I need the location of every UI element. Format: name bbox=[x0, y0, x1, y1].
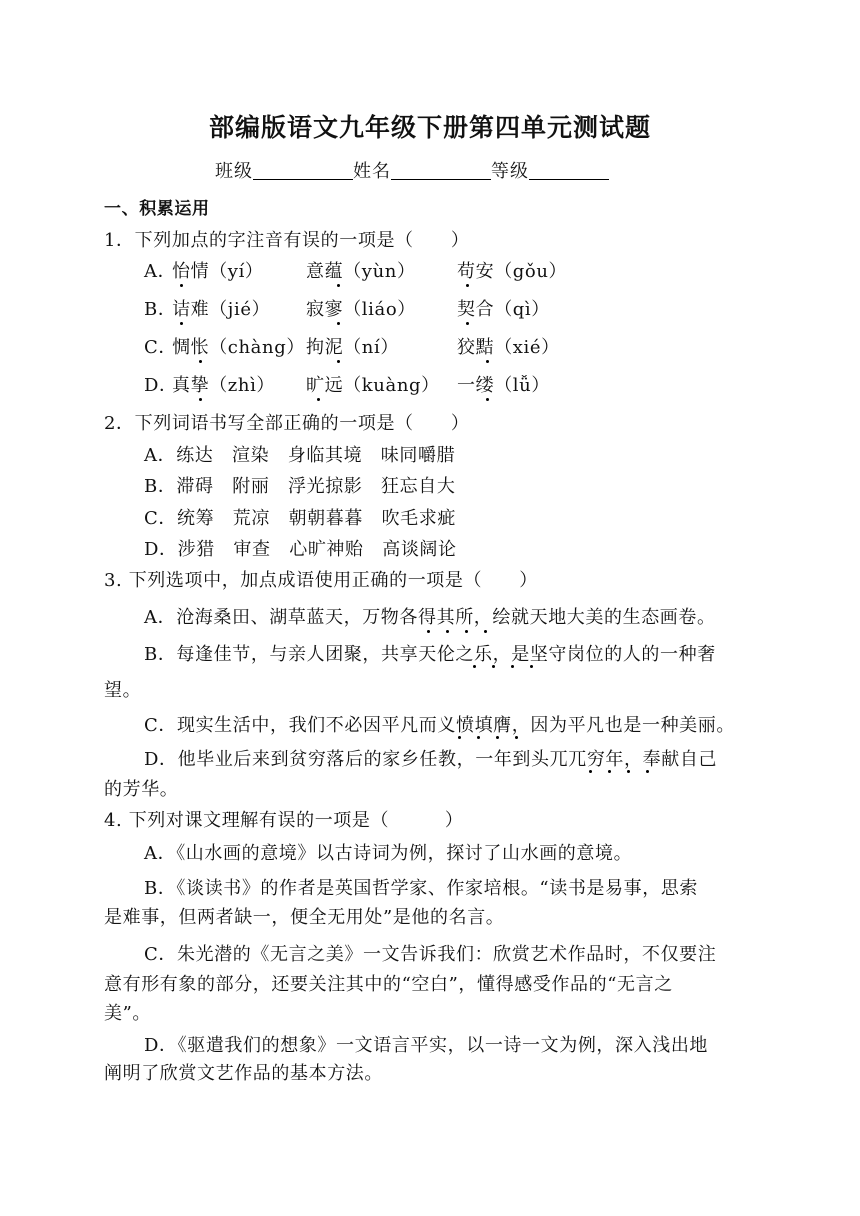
question-4-option-b-line-2: 是难事，但两者缺一，便全无用处”是他的名言。 bbox=[104, 907, 505, 928]
question-4-option-d-line-1: D．《驱遣我们的想象》一文语言平实，以一诗一文为例，深入浅出地 bbox=[144, 1035, 709, 1056]
grade-blank bbox=[529, 159, 609, 180]
option-key: B． bbox=[144, 299, 177, 320]
question-3-option-d-line-2: 的芳华。 bbox=[104, 779, 179, 800]
q1-c-word-2: 拘泥（ní） bbox=[306, 337, 399, 358]
question-3-option-c: C．现实生活中，我们不必因平凡而义愤填膺，因为平凡也是一种美丽。 bbox=[144, 715, 735, 736]
q1-d-word-3: 一缕（lǚ） bbox=[457, 375, 550, 396]
emphasis-dot bbox=[465, 630, 468, 633]
question-3-option-b-line-1: B．每逢佳节，与亲人团聚，共享天伦之乐，是坚守岗位的人的一种奢 bbox=[144, 644, 716, 665]
emphasis-dot bbox=[492, 665, 495, 668]
emphasis-dot bbox=[608, 770, 611, 773]
q1-b-word-2: 寂寥（liáo） bbox=[306, 299, 416, 320]
question-2-option-d: D．涉猎 审查 心旷神贻 高谈阔论 bbox=[144, 539, 457, 560]
question-4-option-a: A．《山水画的意境》以古诗词为例，探讨了山水画的意境。 bbox=[144, 843, 633, 864]
emphasis-dot bbox=[486, 360, 489, 363]
question-1-option-d bbox=[144, 371, 550, 397]
question-3-stem: 3. 下列选项中，加点成语使用正确的一项是（ ） bbox=[104, 570, 538, 591]
question-1-option-b bbox=[144, 295, 550, 321]
q1-b-word-3: 契合（qì） bbox=[457, 299, 550, 320]
q1-d-word-2: 旷远（kuàng） bbox=[306, 375, 440, 396]
emphasis-dot bbox=[589, 770, 592, 773]
question-2-stem: 2．下列词语书写全部正确的一项是（ ） bbox=[104, 413, 470, 434]
emphasis-dot bbox=[484, 630, 487, 633]
option-key: A． bbox=[144, 261, 177, 282]
q1-c-word-1: 惆怅（chàng） bbox=[172, 337, 305, 358]
emphasis-dot bbox=[458, 736, 461, 739]
emphasis-dot bbox=[337, 284, 340, 287]
emphasis-dot bbox=[337, 360, 340, 363]
question-2-option-b: B．滞碍 附丽 浮光掠影 狂忘自大 bbox=[144, 476, 456, 497]
option-key: D． bbox=[144, 375, 178, 396]
grade-label: 等级 bbox=[491, 161, 529, 182]
emphasis-dot bbox=[496, 736, 499, 739]
question-4-option-c-line-1: C．朱光潜的《无言之美》一文告诉我们：欣赏艺术作品时，不仅要注 bbox=[144, 944, 717, 965]
page-title: 部编版语文九年级下册第四单元测试题 bbox=[208, 113, 651, 142]
question-1-stem: 1．下列加点的字注音有误的一项是（ ） bbox=[104, 230, 470, 251]
emphasis-dot bbox=[627, 770, 630, 773]
q1-a-word-1: 怡情（yí） bbox=[172, 261, 264, 282]
question-3-option-d-line-1: D．他毕业后来到贫穷落后的家乡任教，一年到头兀兀穷年，奉献自己 bbox=[144, 749, 718, 770]
emphasis-dot bbox=[337, 322, 340, 325]
question-1-option-c bbox=[144, 333, 560, 359]
question-4-option-c-line-3: 美”。 bbox=[104, 1003, 152, 1024]
q1-a-word-3: 苟安（gǒu） bbox=[457, 261, 568, 282]
question-2-option-a: A．练达 渲染 身临其境 味同嚼腊 bbox=[144, 445, 456, 466]
name-blank bbox=[391, 159, 491, 180]
question-3-option-a: A．沧海桑田、湖草蓝天，万物各得其所，绘就天地大美的生态画卷。 bbox=[144, 607, 716, 628]
q1-a-word-2: 意蕴（yùn） bbox=[306, 261, 416, 282]
q1-c-word-3: 狡黠（xié） bbox=[457, 337, 560, 358]
emphasis-dot bbox=[486, 398, 489, 401]
question-4-option-c-line-2: 意有形有象的部分，还要关注其中的“空白”，懂得感受作品的“无言之 bbox=[104, 974, 673, 995]
emphasis-dot bbox=[180, 322, 183, 325]
emphasis-dot bbox=[199, 398, 202, 401]
emphasis-dot bbox=[180, 284, 183, 287]
section-heading-1: 一、积累运用 bbox=[104, 199, 210, 219]
emphasis-dot bbox=[466, 284, 469, 287]
emphasis-dot bbox=[473, 665, 476, 668]
emphasis-dot bbox=[446, 630, 449, 633]
class-label: 班级 bbox=[215, 161, 253, 182]
q1-b-word-1: 诘难（jié） bbox=[172, 299, 271, 320]
emphasis-dot bbox=[530, 665, 533, 668]
student-info-line bbox=[215, 157, 609, 183]
emphasis-dot bbox=[317, 398, 320, 401]
question-4-option-b-line-1: B．《谈读书》的作者是英国哲学家、作家培根。“读书是易事，思索 bbox=[144, 878, 699, 899]
emphasis-dot bbox=[427, 630, 430, 633]
emphasis-dot bbox=[466, 322, 469, 325]
emphasis-dot bbox=[511, 665, 514, 668]
question-2-option-c: C．统筹 荒凉 朝朝暮暮 吹毛求疵 bbox=[144, 508, 456, 529]
option-key: C． bbox=[144, 337, 177, 358]
emphasis-dot bbox=[515, 736, 518, 739]
q1-d-word-1: 真挚（zhì） bbox=[172, 375, 276, 396]
emphasis-dot bbox=[477, 736, 480, 739]
question-3-option-b-line-2: 望。 bbox=[104, 680, 142, 701]
question-4-stem: 4. 下列对课文理解有误的一项是（ ） bbox=[104, 810, 464, 831]
emphasis-dot bbox=[199, 360, 202, 363]
class-blank bbox=[253, 159, 353, 180]
name-label: 姓名 bbox=[353, 161, 391, 182]
emphasis-dot bbox=[646, 770, 649, 773]
question-4-option-d-line-2: 阐明了欣赏文艺作品的基本方法。 bbox=[104, 1063, 383, 1084]
